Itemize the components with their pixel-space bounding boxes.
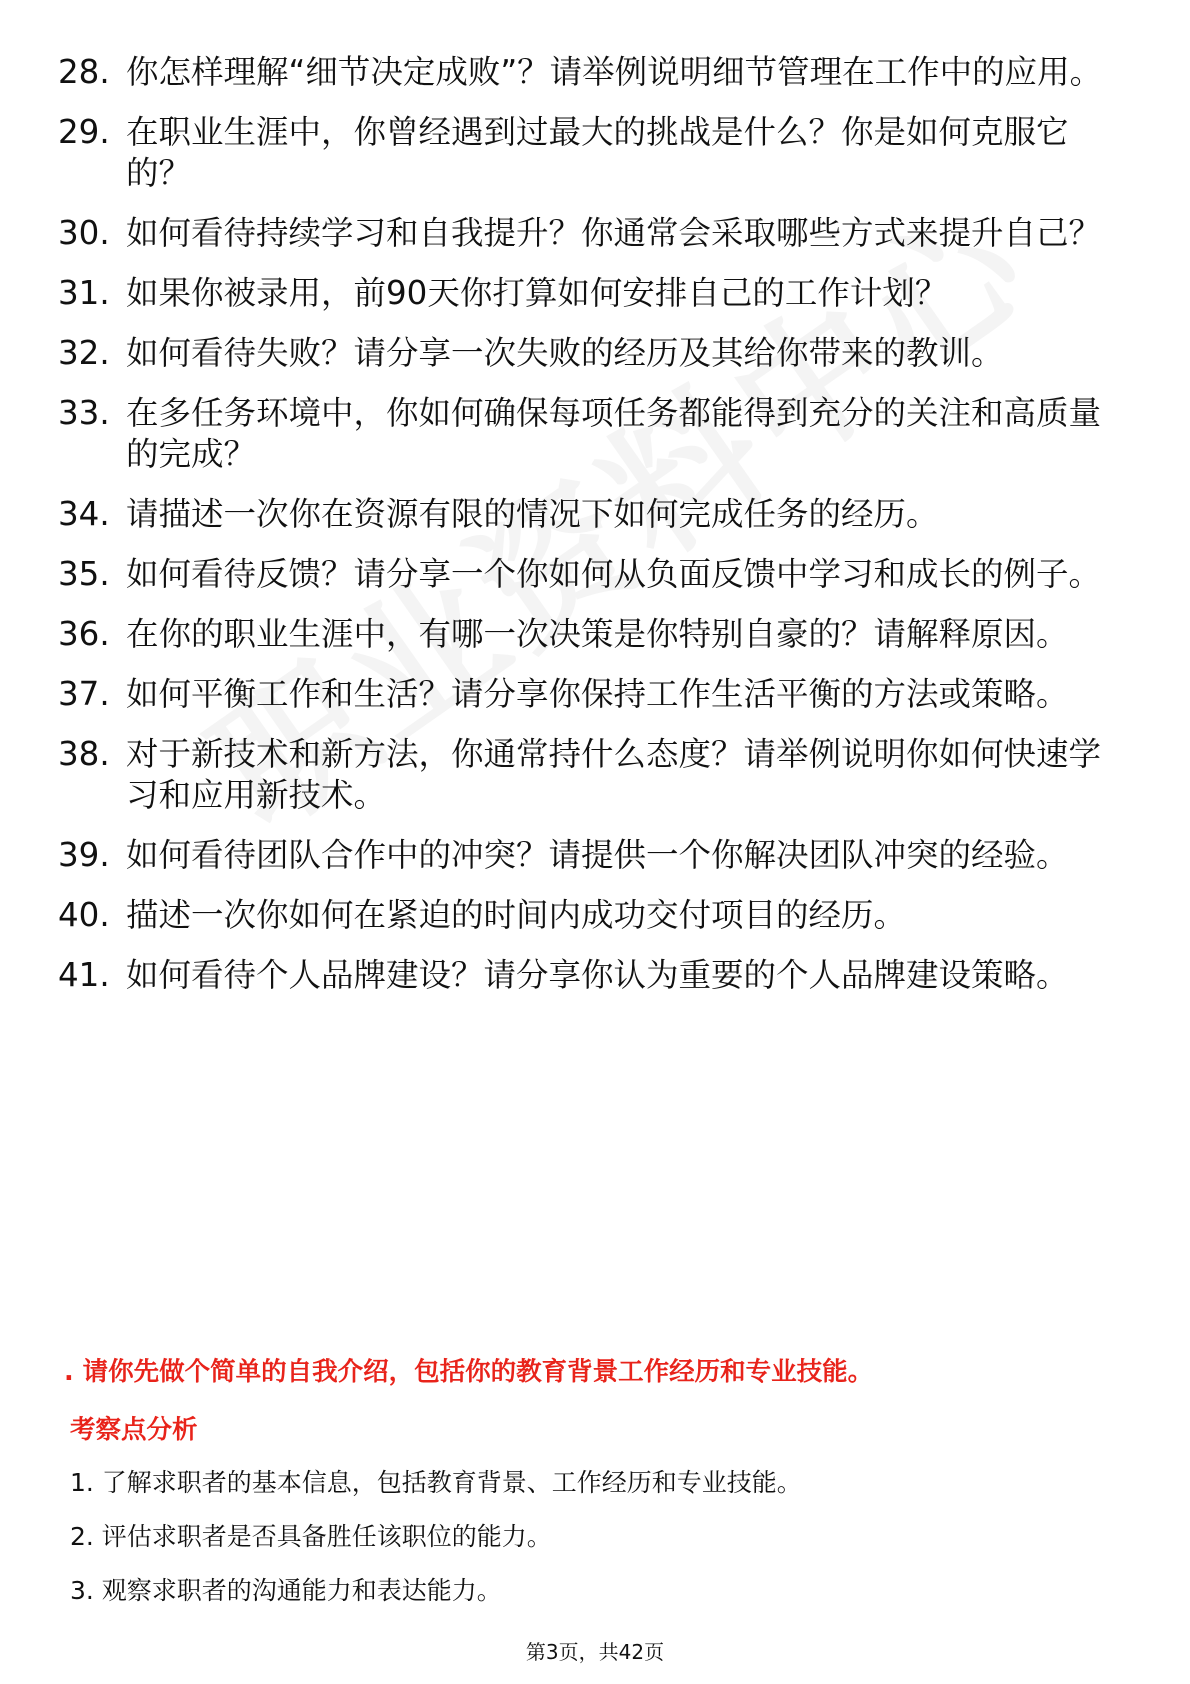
question-number: 41. [58,956,110,994]
question-text: 你怎样理解“细节决定成败”？请举例说明细节管理在工作中的应用。 [126,53,1103,91]
question-text: 如何看待失败？请分享一次失败的经历及其给你带来的教训。 [126,334,1004,372]
question-item [58,52,1118,93]
question-list [58,52,1118,1015]
question-text: 如何平衡工作和生活？请分享你保持工作生活平衡的方法或策略。 [126,675,1069,713]
question-number: 40. [58,896,110,934]
question-item [58,554,1118,595]
question-text: 描述一次你如何在紧迫的时间内成功交付项目的经历。 [126,896,907,934]
question-item [58,213,1118,254]
question-item [58,674,1118,715]
question-text: 如何看待持续学习和自我提升？你通常会采取哪些方式来提升自己？ [126,214,1102,252]
question-item [58,955,1118,996]
analysis-heading: 考察点分析 [70,1415,198,1445]
question-number: 35. [58,555,110,593]
question-number: 34. [58,495,110,533]
question-number: 37. [58,675,110,713]
question-number: 29. [58,113,110,151]
question-text: 如何看待团队合作中的冲突？请提供一个你解决团队冲突的经验。 [126,836,1069,874]
question-item [58,112,1118,194]
question-item [58,393,1118,475]
question-text: 如果你被录用，前90天你打算如何安排自己的工作计划？ [126,274,948,312]
question-number: 31. [58,274,110,312]
question-item [58,895,1118,936]
analysis-point: 2. 评估求职者是否具备胜任该职位的能力。 [70,1522,552,1551]
question-number: 33. [58,394,110,432]
question-text: 在你的职业生涯中，有哪一次决策是你特别自豪的？请解释原因。 [126,615,1069,653]
question-item [58,273,1118,314]
question-item [58,494,1118,535]
question-number: 38. [58,735,110,773]
question-item [58,835,1118,876]
question-text: 请描述一次你在资源有限的情况下如何完成任务的经历。 [126,495,939,533]
question-number: 39. [58,836,110,874]
question-text: 在职业生涯中，你曾经遇到过最大的挑战是什么？你是如何克服它的？ [126,113,1069,192]
question-text: 如何看待反馈？请分享一个你如何从负面反馈中学习和成长的例子。 [126,555,1102,593]
analysis-point: 3. 观察求职者的沟通能力和表达能力。 [70,1576,502,1605]
question-number: 28. [58,53,110,91]
analysis-list [70,1466,802,1628]
question-item [58,614,1118,655]
section-heading: . 请你先做个简单的自我介绍，包括你的教育背景工作经历和专业技能。 [64,1357,874,1387]
question-item [58,734,1118,816]
question-number: 36. [58,615,110,653]
page-number: 第3页，共42页 [525,1640,665,1664]
question-item [58,333,1118,374]
question-text: 对于新技术和新方法，你通常持什么态度？请举例说明你如何快速学习和应用新技术。 [126,735,1102,814]
question-text: 在多任务环境中，你如何确保每项任务都能得到充分的关注和高质量的完成？ [126,394,1102,473]
analysis-point: 1. 了解求职者的基本信息，包括教育背景、工作经历和专业技能。 [70,1468,802,1497]
question-number: 30. [58,214,110,252]
question-number: 32. [58,334,110,372]
question-text: 如何看待个人品牌建设？请分享你认为重要的个人品牌建设策略。 [126,956,1069,994]
